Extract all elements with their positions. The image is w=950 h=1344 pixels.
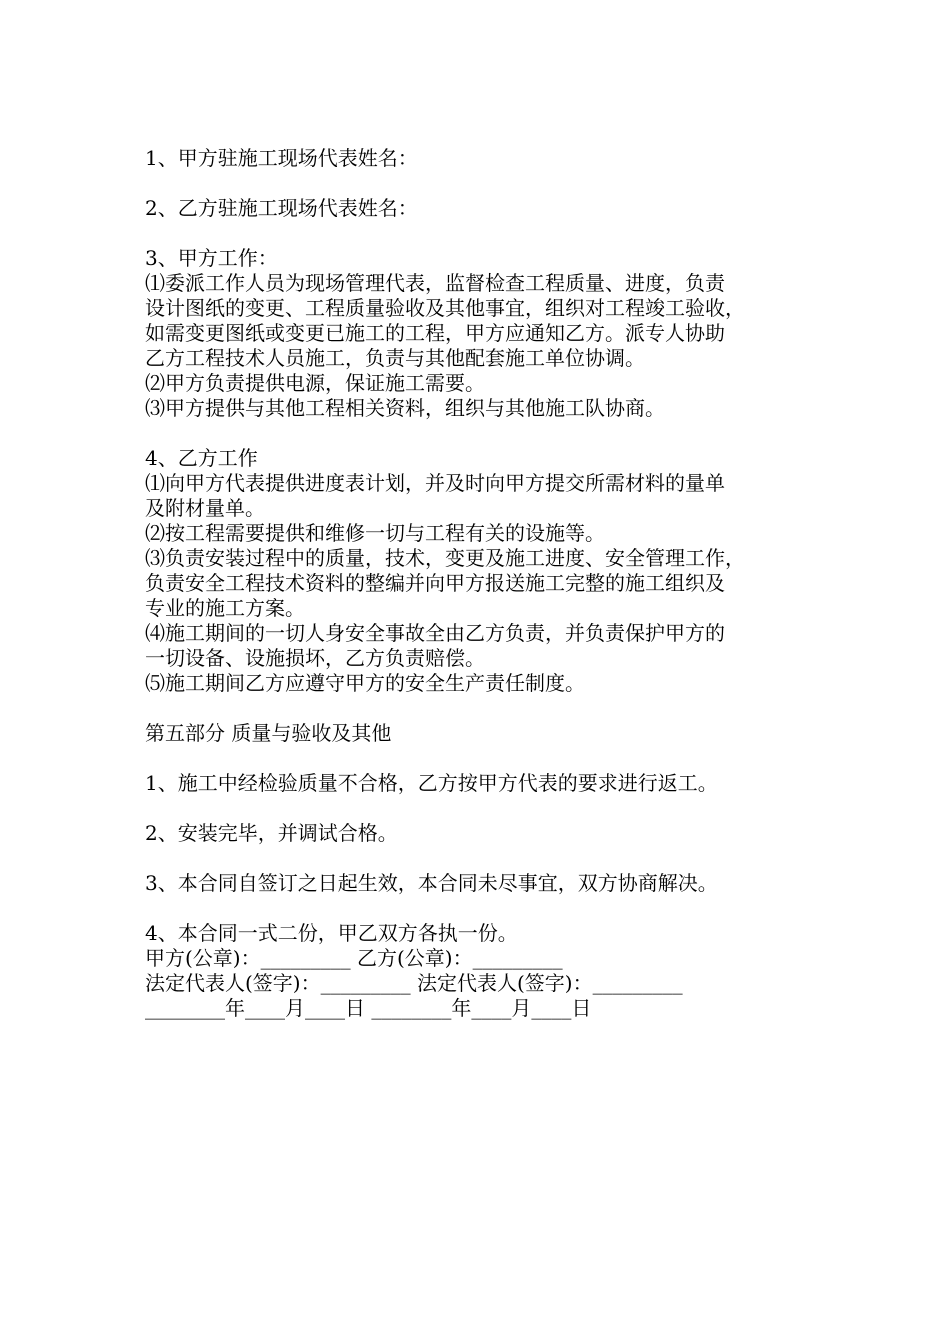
blank-line	[145, 846, 825, 871]
text-line: 1、施工中经检验质量不合格，乙方按甲方代表的要求进行返工。	[145, 771, 718, 795]
blank-line	[145, 421, 825, 446]
text-line: ⑸施工期间乙方应遵守甲方的安全生产责任制度。	[145, 671, 585, 695]
blank-line	[145, 696, 825, 721]
seal-line: 甲方(公章)：_________ 乙方(公章)：_________	[145, 946, 563, 970]
contract-text	[145, 146, 825, 1021]
text-line: ⑵按工程需要提供和维修一切与工程有关的设施等。	[145, 521, 605, 545]
text-line: 3、本合同自签订之日起生效，本合同未尽事宜，双方协商解决。	[145, 871, 718, 895]
text-line: 负责安全工程技术资料的整编并向甲方报送施工完整的施工组织及	[145, 571, 725, 595]
text-line: ⑴向甲方代表提供进度表计划，并及时向甲方提交所需材料的量单	[145, 471, 725, 495]
text-line: ⑷施工期间的一切人身安全事故全由乙方负责，并负责保护甲方的	[145, 621, 725, 645]
text-line: ⑵甲方负责提供电源，保证施工需要。	[145, 371, 485, 395]
text-line: 乙方工程技术人员施工，负责与其他配套施工单位协调。	[145, 346, 645, 370]
section-heading: 3、甲方工作：	[145, 246, 278, 270]
text-line: 一切设备、设施损坏，乙方负责赔偿。	[145, 646, 485, 670]
blank-line	[145, 221, 825, 246]
part-heading: 第五部分 质量与验收及其他	[145, 721, 392, 745]
date-line: ________年____月____日 ________年____月____日	[145, 996, 592, 1020]
blank-line	[145, 896, 825, 921]
text-line: 专业的施工方案。	[145, 596, 305, 620]
blank-line	[145, 746, 825, 771]
signature-line: 法定代表人(签字)：_________ 法定代表人(签字)：_________	[145, 971, 683, 995]
text-line: 设计图纸的变更、工程质量验收及其他事宜，组织对工程竣工验收，	[145, 296, 745, 320]
text-line: 如需变更图纸或变更已施工的工程，甲方应通知乙方。派专人协助	[145, 321, 725, 345]
text-line: 2、乙方驻施工现场代表姓名：	[145, 196, 418, 220]
text-line: 及附材量单。	[145, 496, 265, 520]
text-line: 2、安装完毕，并调试合格。	[145, 821, 398, 845]
blank-line	[145, 171, 825, 196]
text-line: 4、本合同一式二份，甲乙双方各执一份。	[145, 921, 518, 945]
blank-line	[145, 796, 825, 821]
text-line: 1、甲方驻施工现场代表姓名：	[145, 146, 418, 170]
text-line: ⑴委派工作人员为现场管理代表，监督检查工程质量、进度，负责	[145, 271, 725, 295]
text-line: ⑶甲方提供与其他工程相关资料，组织与其他施工队协商。	[145, 396, 665, 420]
text-line: ⑶负责安装过程中的质量，技术，变更及施工进度、安全管理工作，	[145, 546, 745, 570]
section-heading: 4、乙方工作	[145, 446, 258, 470]
